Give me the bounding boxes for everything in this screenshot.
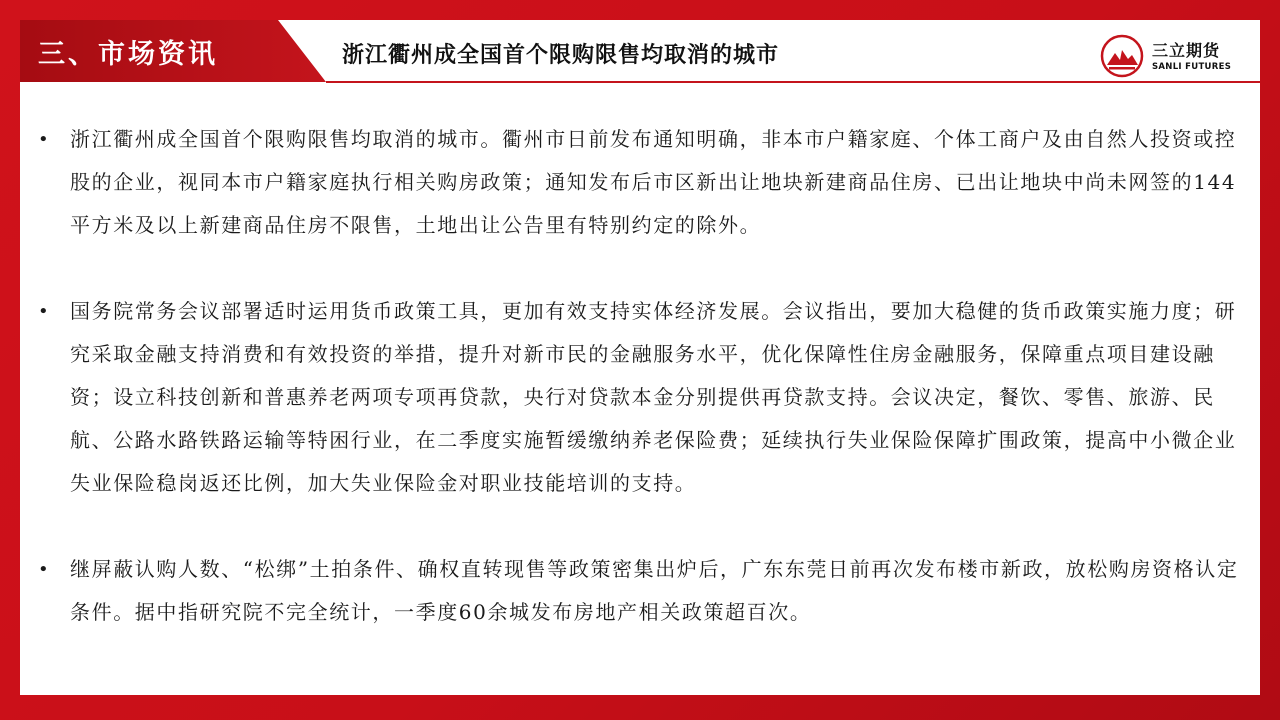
bullet-icon: • [38,129,51,150]
header-divider [326,81,1260,83]
sanli-logo-icon [1100,34,1144,78]
news-text: 国务院常务会议部署适时运用货币政策工具，更加有效支持实体经济发展。会议指出，要加大稳健的货币政策实施力度；研究采取金融支持消费和有效投资的举措，提升对新市民的金融服务水平，优化保障性住房金融服务，保障重点项目建设融资；设立科技创新和普惠养老两项专项再贷款，央行对贷款本金分别提供再贷款支持。会议决定，餐饮、零售、旅游、民航、公路水路铁路运输等特困行业，在二季度实施暂缓缴纳养老保险费；延续执行失业保险保障扩围政策，提高中小微企业失业保险稳岗返还比例，加大失业保险金对职业技能培训的支持。 [70,299,1237,495]
logo-name-cn: 三立期货 [1152,41,1221,60]
section-title: 三、市场资讯 [38,39,218,70]
logo-name-en: SANLI FUTURES [1152,62,1232,72]
company-logo [1100,34,1240,80]
slide [20,20,1260,695]
news-item [34,290,1246,505]
news-text: 浙江衢州成全国首个限购限售均取消的城市。衢州市日前发布通知明确，非本市户籍家庭、个体工商户及由自然人投资或控股的企业，视同本市户籍家庭执行相关购房政策；通知发布后市区新出让地块新建商品住房、已出让地块中尚未网签的144平方米及以上新建商品住房不限售，土地出让公告里有特别约定的除外。 [70,127,1237,237]
news-bullet-list [34,118,1246,634]
bullet-icon: • [38,301,51,322]
news-text: 继屏蔽认购人数、“松绑”土拍条件、确权直转现售等政策密集出炉后，广东东莞日前再次发布楼市新政，放松购房资格认定条件。据中指研究院不完全统计，一季度60余城发布房地产相关政策超百次。 [70,557,1239,624]
page-title: 浙江衢州成全国首个限购限售均取消的城市 [342,43,780,68]
news-item [34,118,1246,247]
bullet-icon: • [38,559,51,580]
news-item [34,548,1246,634]
